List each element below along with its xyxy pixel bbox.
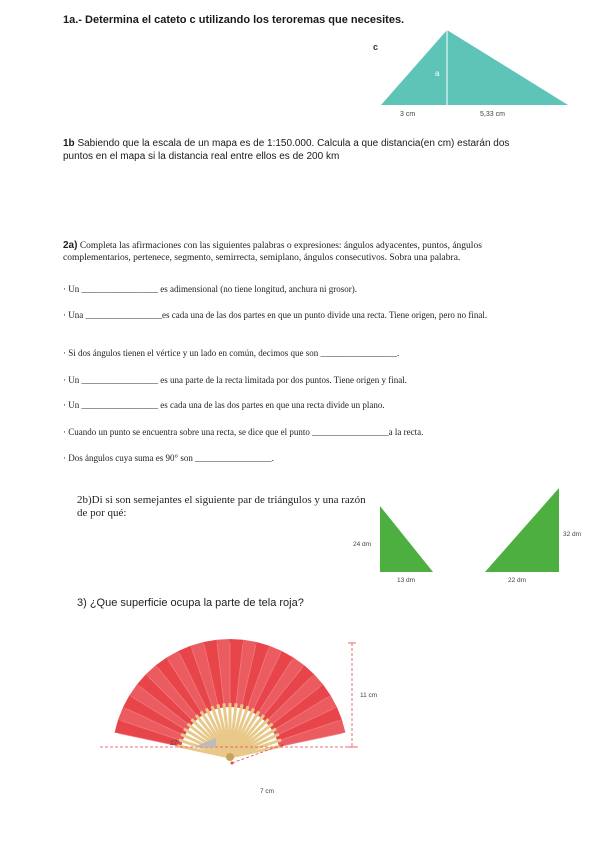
statement-6: · Cuando un punto se encuentra sobre una recta, se dice que el punto _________________a la recta. xyxy=(63,427,424,437)
label-c: c xyxy=(373,42,379,52)
radius-label: 7 cm xyxy=(260,788,275,795)
left-triangle xyxy=(380,506,433,572)
radius-start-dot xyxy=(231,762,234,765)
statement-4: · Un _________________ es una parte de la recta limitada por dos puntos. Tiene origen y final. xyxy=(63,375,407,385)
right-triangle xyxy=(485,488,559,572)
fan-pivot xyxy=(226,753,234,761)
q3-text: 3) ¿Que superficie ocupa la parte de tela roja? xyxy=(77,597,304,609)
statement-5: · Un _________________ es cada una de las dos partes en que una recta divide un plano. xyxy=(63,400,385,410)
statement-2: · Una _________________es cada una de las dos partes en que un punto divide una recta. Tiene origen, pero no final. xyxy=(63,310,488,320)
q1b-number: 1b xyxy=(63,138,75,149)
q1b-text xyxy=(63,137,533,163)
left-height-label: 24 dm xyxy=(353,541,372,548)
angle-label: 27° xyxy=(170,740,180,747)
triangle-shape xyxy=(381,30,568,105)
q2a-intro xyxy=(63,240,533,264)
height-label: 11 cm xyxy=(360,692,378,699)
q2a-number: 2a) xyxy=(63,240,78,251)
right-triangle-figure xyxy=(370,30,580,120)
q1b-body: Sabiendo que la escala de un mapa es de 1:150.000. Calcula a que distancia(en cm) estarán dos puntos en el mapa si la distancia real entre ellos es de 200 km xyxy=(63,138,510,162)
statement-7: · Dos ángulos cuya suma es 90° son _________________. xyxy=(63,453,274,463)
label-right-segment: 5,33 cm xyxy=(480,111,505,118)
q2b-text: 2b)Di si son semejantes el siguiente par de triángulos y una razón de por qué: xyxy=(77,494,366,519)
radius-end-dot xyxy=(281,744,284,747)
right-base-label: 22 dm xyxy=(508,577,527,584)
statement-3: · Si dos ángulos tienen el vértice y un lado en común, decimos que son _________________. xyxy=(63,348,400,358)
left-base-label: 13 dm xyxy=(397,577,416,584)
q2a-body: Completa las afirmaciones con las siguientes palabras o expresiones: ángulos adyacentes, puntos, ángulos complementarios, pertenece, segmento, semirrecta, semiplano, ángulos consecutivos. Sobra una palabra. xyxy=(63,241,482,263)
label-left-segment: 3 cm xyxy=(400,111,416,118)
similar-triangles-figure xyxy=(345,486,595,586)
statement-1: · Un _________________ es adimensional (no tiene longitud, anchura ni grosor). xyxy=(63,284,357,294)
label-a: a xyxy=(435,69,440,78)
right-height-label: 32 dm xyxy=(563,531,582,538)
q1a-title: 1a.- Determina el cateto c utilizando los teroremas que necesites. xyxy=(63,14,405,26)
fan-figure xyxy=(90,625,400,805)
